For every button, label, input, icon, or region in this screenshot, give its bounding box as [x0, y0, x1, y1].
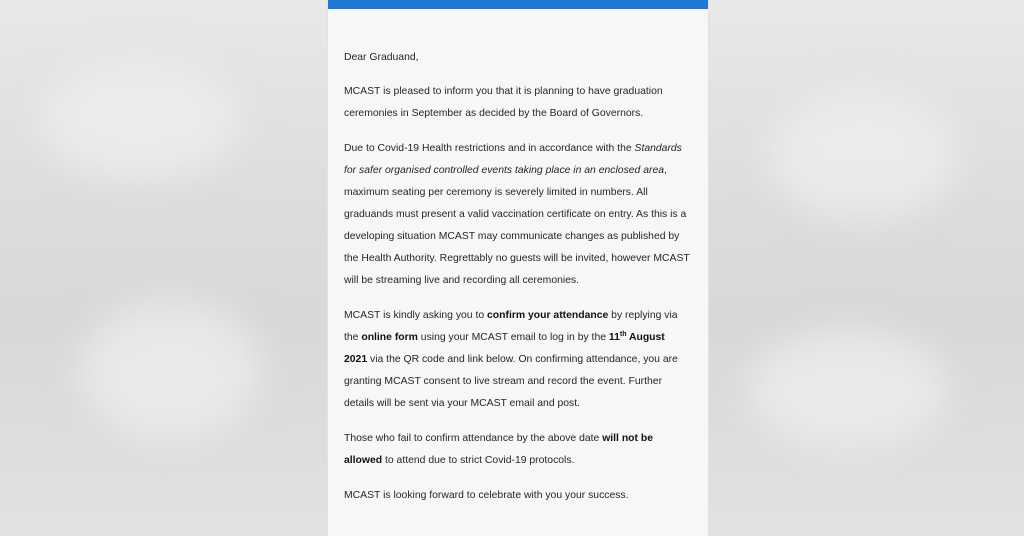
letter-body — [328, 9, 708, 507]
paragraph-confirm-attendance — [344, 305, 690, 415]
deadline-day: 11 — [608, 332, 620, 343]
paragraph-failure-warning — [344, 428, 690, 472]
deadline-day-suffix: th — [619, 331, 627, 338]
paragraph-covid-restrictions — [344, 138, 690, 292]
p3-text-3: using your MCAST email to log in by the — [417, 332, 609, 343]
header-bar — [328, 0, 708, 9]
background-smudge — [768, 90, 958, 220]
paragraph-closing: MCAST is looking forward to celebrate with you your success. — [344, 490, 629, 501]
p3-text-1: MCAST is kindly asking you to — [344, 310, 488, 321]
p4-text-1: Those who fail to confirm attendance by the above date — [344, 433, 603, 444]
deadline-month-year: August 2021 — [344, 332, 665, 365]
blurred-background-right — [708, 0, 1024, 536]
standards-document-title: Standards for safer organised controlled events taking place in an enclosed area — [344, 143, 682, 176]
letter-greeting: Dear Graduand, — [344, 52, 419, 63]
background-smudge — [80, 300, 260, 440]
p3-text-4: via the QR code and link below. On confirming attendance, you are granting MCAST consent to live stream and record the event. Further details will be sent via your MCAST email and post. — [344, 354, 678, 409]
p3-text-2: by replying via the — [344, 310, 678, 343]
background-smudge — [40, 60, 240, 180]
online-form-emphasis: online form — [361, 332, 418, 343]
p2-text-start: Due to Covid-19 Health restrictions and in accordance with the — [344, 143, 635, 154]
letter-document — [328, 0, 708, 536]
blurred-background-left — [0, 0, 328, 536]
p2-text-end: , maximum seating per ceremony is severely limited in numbers. All graduands must present a valid vaccination certificate on entry. As this is a developing situation MCAST may communicate changes as published by the Health Authority. Regrettably no guests will be invited, however MCAST will be streaming live and recording all ceremonies. — [344, 165, 690, 286]
paragraph-graduation-announcement: MCAST is pleased to inform you that it is planning to have graduation ceremonies in September as decided by the Board of Governors. — [344, 86, 663, 119]
confirm-attendance-emphasis: confirm your attendance — [487, 310, 609, 321]
background-smudge — [748, 330, 948, 450]
not-allowed-emphasis: will not be allowed — [344, 433, 653, 466]
p4-text-2: to attend due to strict Covid-19 protocols. — [382, 455, 575, 466]
